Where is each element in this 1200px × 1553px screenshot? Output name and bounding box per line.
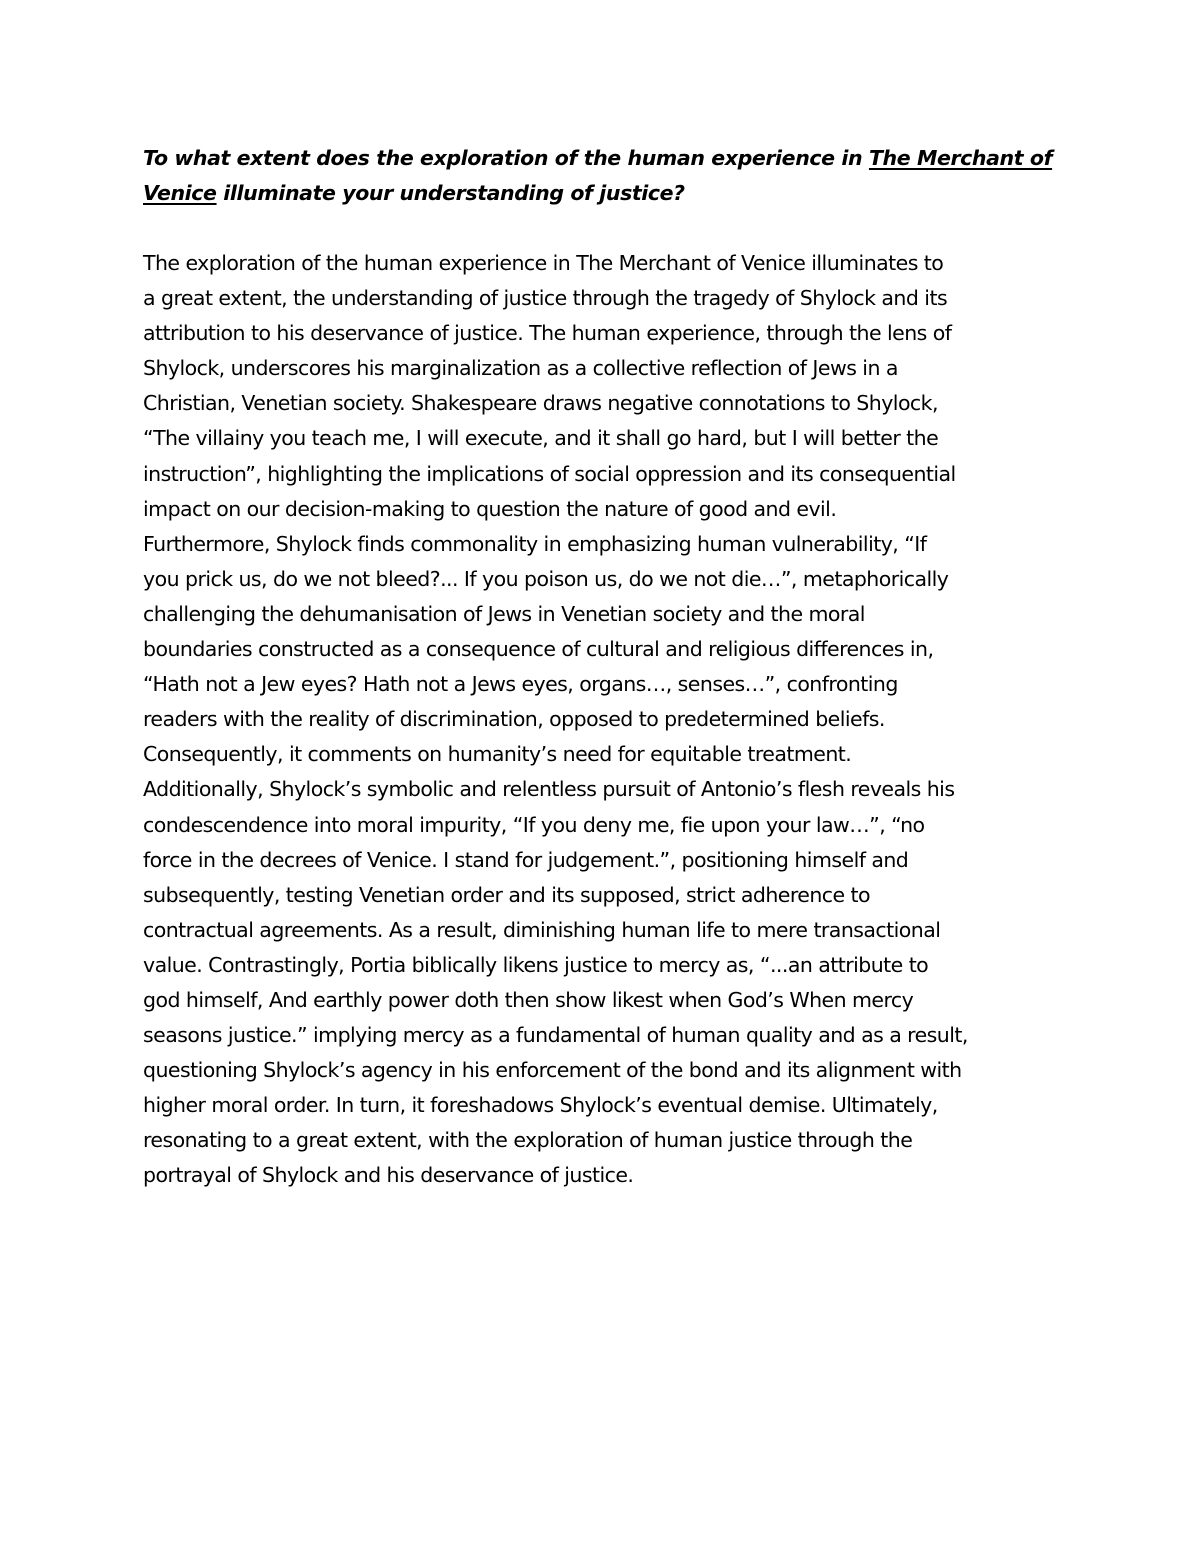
essay-line: Christian, Venetian society. Shakespeare draws negative connotations to Shylock,: [143, 391, 938, 416]
play-title: The Merchant of Venice: [143, 146, 1053, 205]
essay-line: Shylock, underscores his marginalization as a collective reflection of Jews in a: [143, 356, 898, 381]
essay-line: higher moral order. In turn, it foreshadows Shylock’s eventual demise. Ultimately,: [143, 1093, 938, 1118]
essay-question: [143, 141, 1083, 211]
essay-line: The exploration of the human experience in The Merchant of Venice illuminates to: [143, 251, 944, 275]
essay-paragraph: [143, 246, 1083, 1194]
essay-line: Furthermore, Shylock finds commonality in emphasizing human vulnerability, “If: [143, 531, 927, 556]
essay-line: “Hath not a Jew eyes? Hath not a Jews eyes, organs…, senses…”, confronting: [143, 672, 898, 697]
essay-line: portrayal of Shylock and his deservance of justice.: [143, 1163, 634, 1188]
essay-line: subsequently, testing Venetian order and its supposed, strict adherence to: [143, 882, 871, 907]
essay-line: resonating to a great extent, with the exploration of human justice through the: [143, 1128, 913, 1153]
essay-line: god himself, And earthly power doth then show likest when God’s When mercy: [143, 987, 914, 1012]
essay-line: attribution to his deservance of justice. The human experience, through the lens of: [143, 321, 952, 346]
essay-line: instruction”, highlighting the implications of social oppression and its consequential: [143, 461, 956, 486]
essay-line: boundaries constructed as a consequence of cultural and religious differences in,: [143, 637, 934, 662]
essay-line: impact on our decision-making to question the nature of good and evil.: [143, 496, 837, 521]
essay-line: condescendence into moral impurity, “If you deny me, fie upon your law…”, “no: [143, 812, 925, 837]
essay-line: you prick us, do we not bleed?... If you poison us, do we not die…”, metaphorically: [143, 566, 949, 591]
essay-line: seasons justice.” implying mercy as a fundamental of human quality and as a result,: [143, 1023, 968, 1048]
essay-line: readers with the reality of discrimination, opposed to predetermined beliefs.: [143, 707, 885, 732]
question-text-start: To what extent does the exploration of the human experience in: [143, 146, 869, 170]
essay-line: force in the decrees of Venice. I stand for judgement.”, positioning himself and: [143, 847, 909, 872]
question-text-end: illuminate your understanding of justice?: [216, 181, 685, 205]
essay-line: contractual agreements. As a result, diminishing human life to mere transactional: [143, 917, 941, 942]
essay-line: value. Contrastingly, Portia biblically likens justice to mercy as, “...an attribute to: [143, 952, 929, 977]
essay-line: challenging the dehumanisation of Jews in Venetian society and the moral: [143, 601, 865, 626]
essay-line: questioning Shylock’s agency in his enforcement of the bond and its alignment with: [143, 1058, 962, 1083]
essay-line: Additionally, Shylock’s symbolic and relentless pursuit of Antonio’s flesh reveals his: [143, 777, 955, 802]
essay-line: Consequently, it comments on humanity’s need for equitable treatment.: [143, 742, 852, 767]
essay-line: “The villainy you teach me, I will execute, and it shall go hard, but I will better the: [143, 426, 939, 451]
essay-line: a great extent, the understanding of justice through the tragedy of Shylock and its: [143, 286, 948, 311]
